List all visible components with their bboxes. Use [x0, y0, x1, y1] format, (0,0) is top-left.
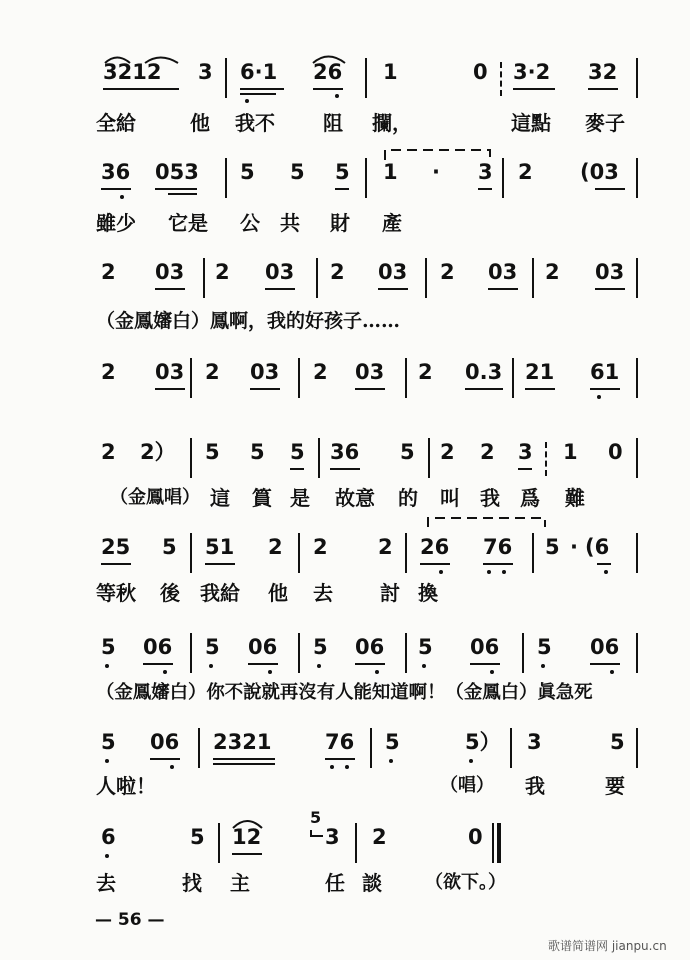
note-group: 76 [483, 535, 513, 559]
note-group: 6·1 [240, 60, 278, 84]
lyric: 我給 [200, 581, 240, 605]
note-group: 03 [378, 260, 408, 284]
note-group: 06 [470, 635, 500, 659]
note-group: 06 [143, 635, 173, 659]
lyric: 人啦！ [96, 774, 156, 798]
lyric: 叫 [440, 486, 460, 510]
lyric: 這 [210, 486, 230, 510]
note: 5 [400, 440, 415, 464]
lyric: 後 [160, 581, 180, 605]
lyric: 等秋 [96, 581, 136, 605]
note-group: 03 [595, 260, 625, 284]
note-group: 12 [232, 825, 262, 849]
lyric: 產 [382, 211, 402, 235]
note: 0 [608, 440, 623, 464]
note: 3 [478, 160, 493, 184]
note: 2 [330, 260, 345, 284]
note: 2 [101, 260, 116, 284]
note: 2 [205, 360, 220, 384]
grace-hook [311, 830, 323, 836]
note: 5 [313, 635, 328, 659]
note-group: 61 [590, 360, 620, 384]
note-group: 03 [355, 360, 385, 384]
note: 2 [440, 260, 455, 284]
note-group: 36 [330, 440, 360, 464]
note: 2 [101, 440, 116, 464]
note: 0 [473, 60, 488, 84]
note: 5 [101, 635, 116, 659]
lyric: 阻 [323, 111, 343, 135]
lyric: 財 [330, 211, 350, 235]
lyric: 任 [325, 871, 345, 895]
note-group: 03 [265, 260, 295, 284]
lyric: 我 [480, 486, 500, 510]
note-group: 51 [205, 535, 235, 559]
note-group: 32 [588, 60, 618, 84]
lyric: 它是 [168, 211, 208, 235]
note-group: 21 [525, 360, 555, 384]
watermark: 歌谱简谱网 jianpu.cn [548, 939, 667, 953]
note: 2 [518, 160, 533, 184]
note-group: (03 [580, 160, 619, 184]
note-group: 3·2 [513, 60, 551, 84]
lyric: 篔 [252, 486, 272, 510]
lyric: 麥子 [585, 111, 625, 135]
lyric: 我 [525, 774, 545, 798]
note: 5 [385, 730, 400, 754]
note: 2 [101, 360, 116, 384]
lyric: 全給 [96, 111, 136, 135]
lyric: 難 [565, 486, 585, 510]
note-group: 06 [590, 635, 620, 659]
stage-direction: （欲下。） [425, 872, 506, 893]
note: 0 [468, 825, 483, 849]
note-group: 2） [140, 440, 176, 464]
note: 5 [545, 535, 560, 559]
note-group: 76 [325, 730, 355, 754]
slur [233, 821, 262, 828]
lyric: 去 [313, 581, 333, 605]
note: 2 [215, 260, 230, 284]
note: 5 [205, 635, 220, 659]
note-group: 2321 [213, 730, 272, 754]
note: 5 [335, 160, 350, 184]
lyric: 換 [418, 581, 438, 605]
note-group: 5） [465, 730, 501, 754]
note: 1 [563, 440, 578, 464]
note: 2 [313, 360, 328, 384]
lyric: 共 [280, 211, 300, 235]
tie-bracket [385, 150, 490, 160]
note: 3 [518, 440, 533, 464]
lyric: 要 [605, 774, 625, 798]
lyric: 故意 [335, 486, 375, 510]
spoken-dialogue: （金鳳嬸白）鳳啊，我的好孩子…… [96, 310, 401, 332]
note: 2 [418, 360, 433, 384]
note: 5 [240, 160, 255, 184]
note: 2 [378, 535, 393, 559]
note: 5 [101, 730, 116, 754]
lyric: 這點 [511, 111, 551, 135]
note: 6 [101, 825, 116, 849]
note: 5 [418, 635, 433, 659]
lyric: 討 [380, 581, 400, 605]
note-group: 06 [150, 730, 180, 754]
note: 5 [162, 535, 177, 559]
lyric: 找 [182, 871, 202, 895]
note: 1 [383, 160, 398, 184]
note-group: 26 [420, 535, 450, 559]
role-label: （金鳳唱） [110, 487, 200, 508]
note-group: 26 [313, 60, 343, 84]
note: 2 [545, 260, 560, 284]
lyric: 攔， [372, 111, 412, 135]
note-group: 03 [250, 360, 280, 384]
lyric: 去 [96, 871, 116, 895]
note: 2 [268, 535, 283, 559]
slur [145, 58, 178, 64]
note-group: 06 [248, 635, 278, 659]
note: 5 [250, 440, 265, 464]
spoken-dialogue: （金鳳嬸白）你不說就再沒有人能知道啊！（金鳳白）眞急死 [96, 682, 593, 703]
note-group: 25 [101, 535, 131, 559]
note: 2 [440, 440, 455, 464]
dot-extension: · [570, 535, 578, 559]
slur [313, 57, 345, 64]
grace-note: 5 [310, 808, 322, 827]
note: 5 [610, 730, 625, 754]
lyric: 談 [362, 871, 382, 895]
lyric: 雖少 [96, 211, 136, 235]
note: 1 [383, 60, 398, 84]
note: 3 [527, 730, 542, 754]
note-group: 03 [488, 260, 518, 284]
dot-extension: · [432, 160, 440, 184]
note: 3 [198, 60, 213, 84]
page-number: — 56 — [95, 910, 165, 930]
lyric: 爲 [520, 486, 540, 510]
note: 5 [190, 825, 205, 849]
note-group: 36 [101, 160, 131, 184]
stage-direction: （唱） [440, 775, 494, 796]
note-group: 0.3 [465, 360, 503, 384]
note: 2 [480, 440, 495, 464]
note-group: 053 [155, 160, 199, 184]
note-group: 03 [155, 260, 185, 284]
note: 5 [290, 440, 305, 464]
lyric: 是 [290, 486, 310, 510]
note-group: 03 [155, 360, 185, 384]
note: 5 [290, 160, 305, 184]
tie-bracket [428, 518, 545, 527]
lyric: 公 [240, 211, 260, 235]
note: 3 [325, 825, 340, 849]
lyric: 他 [268, 581, 288, 605]
note: 5 [537, 635, 552, 659]
slur [105, 58, 130, 64]
note: 2 [372, 825, 387, 849]
note-group: 3212 [103, 60, 162, 84]
note-group: (6 [585, 535, 610, 559]
lyric: 的 [398, 486, 418, 510]
lyric: 主 [230, 871, 250, 895]
note: 5 [205, 440, 220, 464]
lyric: 我不 [235, 111, 275, 135]
lyric: 他 [190, 111, 210, 135]
note: 2 [313, 535, 328, 559]
note-group: 06 [355, 635, 385, 659]
